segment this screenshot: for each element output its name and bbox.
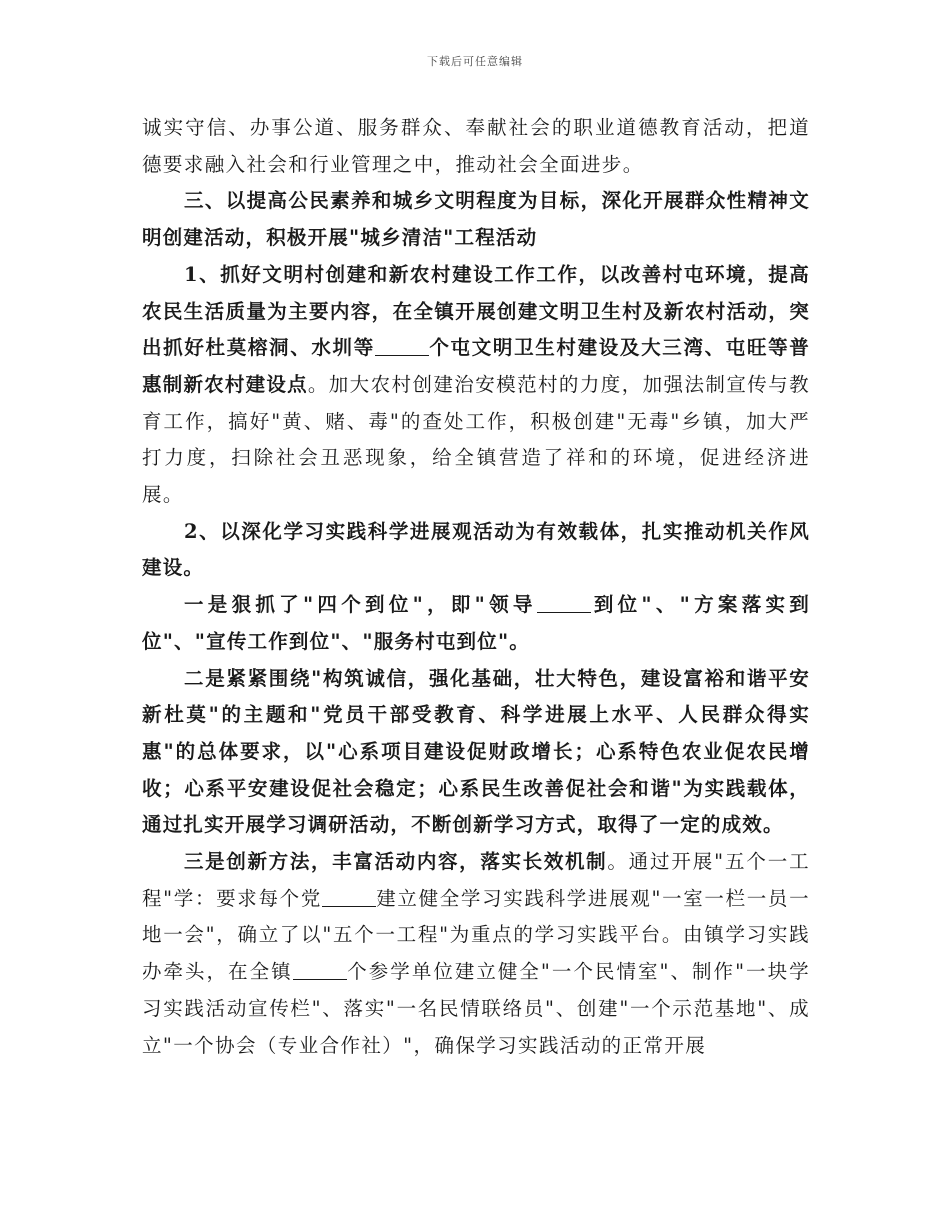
paragraph-text: 诚实守信、办事公道、服务群众、奉献社会的职业道德教育活动，把道德要求融入社会和行业管理之中，推动社会全面进步。 bbox=[142, 116, 810, 176]
paragraph-ethics-education bbox=[142, 110, 810, 183]
paragraph-five-one-project bbox=[142, 844, 810, 1064]
paragraph-text: 个参学单位建立健全"一个民情室"、制作"一块学习实践活动宣传栏"、落实"一名民情联络员"、创建"一个示范基地"、成立"一个协会（专业合作社）"，确保学习实践活动的正常开展 bbox=[142, 960, 810, 1057]
paragraph-bold-text: 二是紧紧围绕"构筑诚信，强化基础，壮大特色，建设富裕和谐平安新杜莫"的主题和"党员干部受教育、科学进展上水平、人民群众得实惠"的总体要求，以"心系项目建设促财政增长；心系特色农业促农民增收；心系平安建设促社会稳定；心系民生改善促社会和谐"为实践载体，通过扎实开展学习调研活动，不断创新学习方式，取得了一定的成效。 bbox=[142, 666, 810, 837]
paragraph-bold-text: 1、抓好文明村创建和新农村建设工作工作，以改善村屯环境，提高农民生活质量为主要内容，在全镇开展创建文明卫生村及新农村活动，突出抓好杜莫榕洞、水圳等 bbox=[142, 262, 810, 360]
paragraph-theme-requirements bbox=[142, 661, 810, 845]
blank-underline bbox=[322, 888, 376, 907]
blank-underline bbox=[375, 337, 429, 356]
blank-underline bbox=[537, 594, 591, 613]
paragraph-bold-text: 三是创新方法，丰富活动内容，落实长效机制 bbox=[184, 850, 608, 874]
paragraph-bold-text: 一是狠抓了"四个到位"，即"领导 bbox=[184, 593, 537, 617]
page-header: 下载后可任意编辑 bbox=[427, 55, 523, 68]
document-body bbox=[142, 110, 810, 1064]
paragraph-item-1 bbox=[142, 257, 810, 514]
paragraph-bold-text: 2、以深化学习实践科学进展观活动为有效载体，扎实推动机关作风建设。 bbox=[142, 519, 810, 580]
paragraph-bold-text: 个屯文明卫生村建设及大三湾、屯旺等普惠制新农村建设点 bbox=[142, 336, 811, 396]
paragraph-text: 。加大农村创建治安模范村的力度，加强法制宣传与教育工作，搞好"黄、赌、毒"的查处工作，积极创建"无毒"乡镇，加大严打力度，扫除社会丑恶现象，给全镇营造了祥和的环境，促进经济进展。 bbox=[142, 372, 810, 507]
paragraph-four-in-place bbox=[142, 587, 810, 660]
paragraph-text: 建立健全学习实践科学进展观"一室一栏一员一地一会"，确立了以"五个一工程"为重点的学习实践平台。由镇学习实践办牵头，在全镇 bbox=[142, 886, 810, 984]
section-heading-text: 三、以提高公民素养和城乡文明程度为目标，深化开展群众性精神文明创建活动，积极开展"城乡清洁"工程活动 bbox=[142, 189, 810, 250]
section-heading-three bbox=[142, 183, 810, 256]
blank-underline bbox=[293, 961, 347, 980]
paragraph-bold-text: 到位"、"方案落实到位"、"宣传工作到位"、"服务村屯到位"。 bbox=[142, 593, 810, 653]
paragraph-text: 。通过开展"五个一工程"学：要求每个党 bbox=[142, 850, 810, 910]
paragraph-item-2 bbox=[142, 514, 810, 587]
